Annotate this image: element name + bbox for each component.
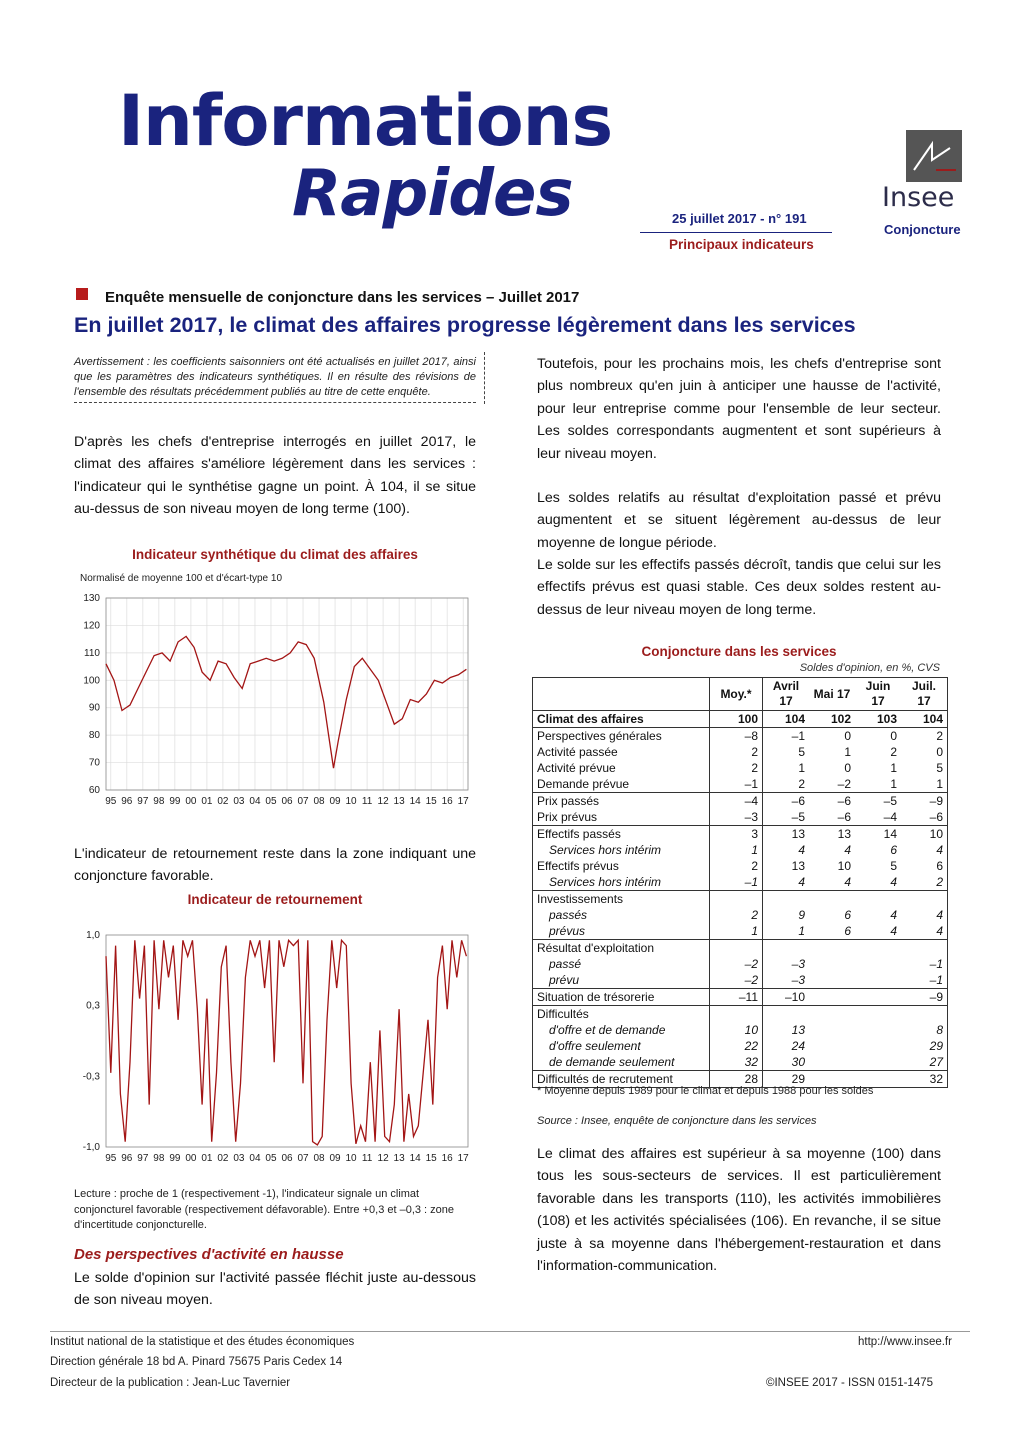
- table-cell: 4: [890, 908, 897, 922]
- table-row: [533, 891, 948, 908]
- c1-xtick-label: 11: [361, 796, 373, 807]
- table-cell: 0: [890, 729, 897, 743]
- c1-xtick-label: 06: [281, 796, 293, 807]
- table-cell: [855, 1054, 901, 1071]
- table-cell: –2: [710, 956, 763, 972]
- headline: En juillet 2017, le climat des affaires progresse légèrement dans les services: [74, 313, 856, 337]
- c2-xtick-label: 10: [345, 1153, 357, 1164]
- table-cell: 104: [784, 712, 805, 726]
- c2-xtick-label: 11: [361, 1153, 373, 1164]
- paragraph-activity: Le solde d'opinion sur l'activité passée fléchit juste au-dessous de son niveau moyen.: [74, 1270, 476, 1309]
- table-cell: 4: [798, 843, 805, 857]
- table-cell: [809, 891, 855, 908]
- table-row-label: Difficultés de recrutement: [533, 1071, 710, 1088]
- table-cell: 13: [791, 859, 805, 873]
- c2-xtick-label: 08: [313, 1153, 325, 1164]
- table-cell: 1: [936, 777, 943, 791]
- table-cell: –6: [837, 794, 851, 808]
- table-cell: 4: [844, 875, 851, 889]
- table-cell: [901, 1006, 948, 1023]
- table-row-label: Demande prévue: [533, 776, 710, 793]
- table-cell: –1: [710, 874, 763, 891]
- warning-notice: Avertissement : les coefficients saisonniers ont été actualisés en juillet 2017, ainsi que les paramètres des indicateurs synthétiques. Il en résulte des révisions de l'ensemble des résultats précédemment publiés au titre de cette enquête.: [74, 355, 476, 403]
- c1-xtick-label: 01: [201, 796, 213, 807]
- table-row-label: prévu: [533, 972, 710, 989]
- c2-xtick-label: 02: [217, 1153, 229, 1164]
- footer-url[interactable]: http://www.insee.fr: [858, 1336, 952, 1348]
- table-cell: 32: [929, 1072, 943, 1086]
- paragraph-results: Les soldes relatifs au résultat d'exploitation passé et prévu augmentent et se situent légèrement au-dessus de leur moyenne de longue période.: [537, 490, 941, 551]
- table-cell: –1: [791, 729, 805, 743]
- table-cell: 30: [791, 1055, 805, 1069]
- c2-ytick-label: 1,0: [86, 930, 100, 941]
- table-cell: 13: [791, 1023, 805, 1037]
- header-avril: Avril 17: [772, 679, 800, 708]
- table-cell: [809, 972, 855, 989]
- table-cell: 1: [890, 761, 897, 775]
- paragraph-turning: L'indicateur de retournement reste dans la zone indiquant une conjoncture favorable.: [74, 846, 476, 885]
- c1-xtick-label: 04: [249, 796, 261, 807]
- table-row: [533, 1054, 948, 1071]
- table-row-label: d'offre seulement: [533, 1038, 710, 1054]
- c2-xtick-label: 05: [265, 1153, 277, 1164]
- table-cell: 9: [798, 908, 805, 922]
- table-cell: 2: [936, 875, 943, 889]
- c1-xtick-label: 02: [217, 796, 229, 807]
- section-square-icon: [76, 288, 88, 300]
- table-cell: 2: [710, 744, 763, 760]
- c2-xtick-label: 04: [249, 1153, 261, 1164]
- table-row-label: Prix passés: [533, 793, 710, 810]
- footer-copyright: ©INSEE 2017 - ISSN 0151-1475: [766, 1377, 934, 1389]
- table-cell: 1: [710, 842, 763, 858]
- table-cell: 5: [798, 745, 805, 759]
- table-cell: [855, 1022, 901, 1038]
- table-row-label: Effectifs prévus: [533, 858, 710, 874]
- table-cell: –9: [929, 794, 943, 808]
- table-cell: –2: [710, 972, 763, 989]
- table-cell: –6: [791, 794, 805, 808]
- chart1-series-line: [106, 636, 466, 768]
- table-row: [533, 711, 948, 728]
- table-cell: [855, 940, 901, 957]
- paragraph-employment: Le solde sur les effectifs passés décroît, tandis que celui sur les effectifs prévus est quasi stable. Ces deux soldes restent au-dessus de leur niveau moyen de long terme.: [537, 557, 941, 618]
- table-row: [533, 858, 948, 874]
- title-rapides: Rapides: [292, 157, 573, 231]
- table-cell: –3: [791, 973, 805, 987]
- chart-climate: [70, 590, 480, 815]
- c2-xtick-label: 16: [441, 1153, 453, 1164]
- table-cell: 28: [710, 1071, 763, 1088]
- c1-xtick-label: 16: [441, 796, 453, 807]
- c2-xtick-label: 03: [233, 1153, 245, 1164]
- table-cell: 1: [798, 761, 805, 775]
- c2-xtick-label: 06: [281, 1153, 293, 1164]
- table-cell: 10: [837, 859, 851, 873]
- table-row-label: Activité passée: [533, 744, 710, 760]
- table-row-label: Résultat d'exploitation: [533, 940, 710, 957]
- c2-xtick-label: 95: [105, 1153, 117, 1164]
- table-cell: –2: [837, 777, 851, 791]
- c1-xtick-label: 13: [393, 796, 405, 807]
- table-cell: [901, 891, 948, 908]
- table-row: [533, 874, 948, 891]
- table-row: [533, 940, 948, 957]
- chart-turning: [70, 925, 480, 1175]
- table-cell: 4: [890, 875, 897, 889]
- table-cell: 2: [710, 907, 763, 923]
- table-row: [533, 1022, 948, 1038]
- c2-ytick-label: -0,3: [82, 1071, 100, 1083]
- table-cell: [763, 1006, 810, 1023]
- c1-xtick-label: 97: [137, 796, 149, 807]
- table-cell: [809, 1006, 855, 1023]
- table-cell: 2: [936, 729, 943, 743]
- c2-xtick-label: 96: [121, 1153, 133, 1164]
- table-cell: [710, 891, 763, 908]
- c1-xtick-label: 03: [233, 796, 245, 807]
- issue-date-number: 25 juillet 2017 - n° 191: [672, 211, 807, 226]
- c1-xtick-label: 96: [121, 796, 133, 807]
- table-corner: [533, 678, 710, 711]
- c1-xtick-label: 10: [345, 796, 357, 807]
- title-informations: Informations: [118, 80, 613, 162]
- c2-xtick-label: 07: [297, 1153, 309, 1164]
- table-row-label: passés: [533, 907, 710, 923]
- table-cell: –10: [784, 990, 805, 1004]
- c1-xtick-label: 17: [457, 796, 469, 807]
- table-cell: [809, 956, 855, 972]
- c2-xtick-label: 13: [393, 1153, 405, 1164]
- paragraph-subsectors: Le climat des affaires est supérieur à sa moyenne (100) dans tous les sous-secteurs de services. Il est particulièrement favorable dans les transports (110), les activités immobilières (108) et les activités spécialisées (106). En revanche, il se situe juste à sa moyenne dans l'hébergement-restauration et dans l'information-communication.: [537, 1146, 941, 1275]
- footer-director: Directeur de la publication : Jean-Luc Tavernier: [50, 1377, 291, 1389]
- table-cell: [809, 1022, 855, 1038]
- table-cell: 29: [929, 1039, 943, 1053]
- table-cell: 27: [929, 1055, 943, 1069]
- c1-xtick-label: 99: [169, 796, 181, 807]
- table-cell: 14: [883, 827, 897, 841]
- table-cell: 4: [844, 843, 851, 857]
- section-title: Des perspectives d'activité en hausse: [74, 1246, 344, 1263]
- table-cell: 13: [837, 827, 851, 841]
- table-row: [533, 826, 948, 843]
- insee-logo-text: Insee: [882, 182, 955, 213]
- logo-subtitle: Conjoncture: [884, 222, 961, 237]
- table-cell: 6: [844, 924, 851, 938]
- table-cell: 8: [936, 1023, 943, 1037]
- indicators-table: [532, 677, 948, 1088]
- table-cell: 13: [791, 827, 805, 841]
- table-row: [533, 907, 948, 923]
- header-moy: Moy.*: [710, 678, 763, 711]
- table-cell: 1: [844, 745, 851, 759]
- table-cell: 0: [936, 745, 943, 759]
- c1-xtick-label: 00: [185, 796, 197, 807]
- table-row-label: Services hors intérim: [533, 874, 710, 891]
- table-cell: 1: [890, 777, 897, 791]
- table-row: [533, 809, 948, 826]
- warning-border: [484, 352, 485, 404]
- table-cell: –3: [791, 957, 805, 971]
- table-row: [533, 744, 948, 760]
- table-cell: –5: [883, 794, 897, 808]
- chart2-series-line: [106, 940, 466, 1145]
- table-row: [533, 989, 948, 1006]
- c2-xtick-label: 98: [153, 1153, 165, 1164]
- table-row-label: Investissements: [533, 891, 710, 908]
- table-cell: 103: [876, 712, 897, 726]
- c1-ytick-label: 60: [88, 785, 100, 796]
- table-cell: 2: [710, 858, 763, 874]
- table-cell: 2: [710, 760, 763, 776]
- table-cell: –1: [929, 957, 943, 971]
- table-cell: [855, 989, 901, 1006]
- table-row: [533, 1038, 948, 1054]
- table-row: [533, 776, 948, 793]
- c2-xtick-label: 15: [425, 1153, 437, 1164]
- chart2-title: Indicateur de retournement: [187, 892, 363, 907]
- table-cell: 32: [710, 1054, 763, 1071]
- header-juil: Juil. 17: [911, 679, 936, 708]
- table-cell: [855, 1038, 901, 1054]
- paragraph-outlook: Toutefois, pour les prochains mois, les chefs d'entreprise sont plus nombreux qu'en juin à anticiper une hausse de l'activité, pour leur entreprise comme pour l'ensemble de leur secteur. Les soldes correspondants augmentent et sont supérieurs à leur niveau moyen.: [537, 356, 941, 462]
- c1-xtick-label: 07: [297, 796, 309, 807]
- table-row-label: de demande seulement: [533, 1054, 710, 1071]
- table-cell: 4: [936, 908, 943, 922]
- table-cell: [855, 1006, 901, 1023]
- c2-ytick-label: 0,3: [86, 1000, 100, 1012]
- c2-xtick-label: 14: [409, 1153, 421, 1164]
- c1-ytick-label: 100: [83, 675, 100, 687]
- table-row-label: Effectifs passés: [533, 826, 710, 843]
- table-cell: [809, 940, 855, 957]
- c2-xtick-label: 01: [201, 1153, 213, 1164]
- c2-xtick-label: 99: [169, 1153, 181, 1164]
- table-cell: [710, 1006, 763, 1023]
- table-cell: 22: [710, 1038, 763, 1054]
- table-cell: –8: [710, 728, 763, 745]
- c2-ytick-label: -1,0: [82, 1142, 100, 1153]
- table-cell: 4: [798, 875, 805, 889]
- table-cell: [763, 940, 810, 957]
- table-row-label: Services hors intérim: [533, 842, 710, 858]
- table-cell: 6: [936, 859, 943, 873]
- table-cell: [710, 940, 763, 957]
- table-cell: 4: [936, 843, 943, 857]
- table-cell: [809, 1054, 855, 1071]
- c1-ytick-label: 70: [88, 757, 100, 769]
- table-row-label: Situation de trésorerie: [533, 989, 710, 1006]
- c2-xtick-label: 12: [377, 1153, 389, 1164]
- table-row: [533, 728, 948, 745]
- table-note: * Moyenne depuis 1989 pour le climat et depuis 1988 pour les soldes: [537, 1085, 874, 1097]
- table-cell: [855, 956, 901, 972]
- c1-ytick-label: 130: [83, 593, 100, 604]
- table-cell: [763, 891, 810, 908]
- table-cell: 1: [798, 924, 805, 938]
- c1-xtick-label: 08: [313, 796, 325, 807]
- table-row: [533, 842, 948, 858]
- table-cell: 6: [890, 843, 897, 857]
- table-row: [533, 1006, 948, 1023]
- table-cell: 100: [710, 711, 763, 728]
- table-cell: 5: [890, 859, 897, 873]
- c1-xtick-label: 14: [409, 796, 421, 807]
- table-row: [533, 923, 948, 940]
- table-source: Source : Insee, enquête de conjoncture dans les services: [537, 1115, 817, 1127]
- c1-xtick-label: 98: [153, 796, 165, 807]
- table-cell: –9: [929, 990, 943, 1004]
- insee-logo-icon: [906, 130, 962, 182]
- table-row-label: d'offre et de demande: [533, 1022, 710, 1038]
- table-cell: [809, 989, 855, 1006]
- category-label: Principaux indicateurs: [669, 237, 814, 252]
- table-cell: 5: [936, 761, 943, 775]
- footer-institute: Institut national de la statistique et des études économiques: [50, 1336, 355, 1348]
- table-cell: –1: [710, 776, 763, 793]
- table-cell: 4: [890, 924, 897, 938]
- table-cell: [809, 1038, 855, 1054]
- footer-rule: [50, 1331, 970, 1332]
- table-cell: 104: [922, 712, 943, 726]
- c1-ytick-label: 90: [88, 702, 100, 714]
- c1-xtick-label: 15: [425, 796, 437, 807]
- table-row: [533, 972, 948, 989]
- table-cell: –11: [710, 989, 763, 1006]
- table-cell: [901, 940, 948, 957]
- table-cell: 10: [929, 827, 943, 841]
- table-row: [533, 793, 948, 810]
- c1-xtick-label: 05: [265, 796, 277, 807]
- survey-title: Enquête mensuelle de conjoncture dans les services – Juillet 2017: [105, 289, 580, 306]
- table-row-label: prévus: [533, 923, 710, 940]
- c2-xtick-label: 00: [185, 1153, 197, 1164]
- table-row-label: Perspectives générales: [533, 728, 710, 745]
- table-cell: 29: [791, 1072, 805, 1086]
- table-cell: –4: [883, 810, 897, 824]
- table-row: [533, 760, 948, 776]
- table-row-label: Difficultés: [533, 1006, 710, 1023]
- chart1-subtitle: Normalisé de moyenne 100 et d'écart-type 10: [80, 573, 283, 584]
- table-cell: 24: [791, 1039, 805, 1053]
- table-cell: 1: [710, 923, 763, 940]
- table-cell: –1: [929, 973, 943, 987]
- issue-rule: [640, 232, 832, 233]
- table-cell: [855, 891, 901, 908]
- c1-xtick-label: 12: [377, 796, 389, 807]
- c2-xtick-label: 97: [137, 1153, 149, 1164]
- c2-xtick-label: 09: [329, 1153, 341, 1164]
- paragraph-climate: D'après les chefs d'entreprise interrogés en juillet 2017, le climat des affaires s'améliore légèrement dans les services : l'indicateur qui le synthétise gagne un point. À 104, il se situe au-dessus de son niveau moyen de long terme (100).: [74, 434, 476, 518]
- table-row-label: Activité prévue: [533, 760, 710, 776]
- table-cell: 0: [844, 761, 851, 775]
- table-cell: 102: [830, 712, 851, 726]
- chart2-frame: [106, 935, 468, 1147]
- c1-ytick-label: 120: [83, 620, 100, 632]
- footer-address: Direction générale 18 bd A. Pinard 75675 Paris Cedex 14: [50, 1356, 343, 1368]
- table-cell: 4: [936, 924, 943, 938]
- table-subtitle: Soldes d'opinion, en %, CVS: [799, 662, 940, 674]
- table-cell: –5: [791, 810, 805, 824]
- table-title: Conjoncture dans les services: [641, 644, 837, 659]
- c2-xtick-label: 17: [457, 1153, 469, 1164]
- header-juin: Juin 17: [865, 679, 891, 708]
- table-cell: –6: [929, 810, 943, 824]
- table-cell: 3: [710, 826, 763, 843]
- table-cell: [855, 972, 901, 989]
- table-row-label: Prix prévus: [533, 809, 710, 826]
- c1-ytick-label: 80: [88, 730, 100, 742]
- table-cell: 0: [844, 729, 851, 743]
- c1-xtick-label: 09: [329, 796, 341, 807]
- table-cell: –4: [710, 793, 763, 810]
- table-row: [533, 956, 948, 972]
- chart2-reading-note: Lecture : proche de 1 (respectivement -1), l'indicateur signale un climat conjoncturel favorable (respectivement défavorable). Entre +0,3 et –0,3 : zone d'incertitude conjoncturelle.: [74, 1188, 455, 1231]
- table-row-label: passé: [533, 956, 710, 972]
- table-cell: –3: [710, 809, 763, 826]
- table-cell: 2: [890, 745, 897, 759]
- table-cell: 10: [710, 1022, 763, 1038]
- table-row-label: Climat des affaires: [533, 711, 710, 728]
- c1-ytick-label: 110: [84, 647, 100, 659]
- table-cell: 6: [844, 908, 851, 922]
- table-cell: 2: [798, 777, 805, 791]
- header-mai: Mai 17: [813, 686, 851, 701]
- chart1-title: Indicateur synthétique du climat des affaires: [132, 547, 418, 562]
- table-cell: –6: [837, 810, 851, 824]
- c1-xtick-label: 95: [105, 796, 117, 807]
